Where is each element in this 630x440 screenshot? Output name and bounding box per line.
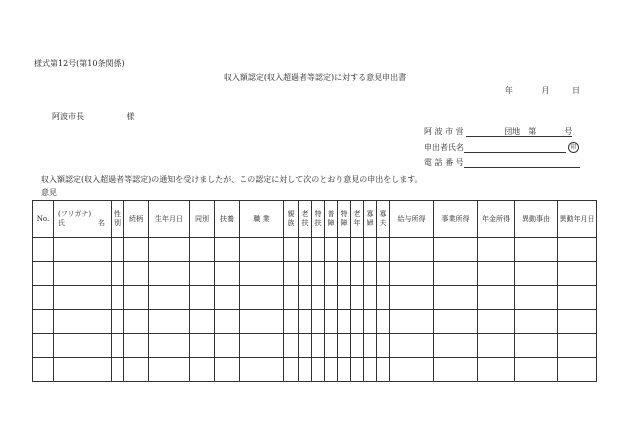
- table-cell[interactable]: [149, 358, 190, 382]
- col-general-disability: 普障: [325, 201, 338, 238]
- table-cell[interactable]: [478, 286, 515, 310]
- table-cell[interactable]: [149, 262, 190, 286]
- table-cell[interactable]: [54, 286, 112, 310]
- table-cell[interactable]: [325, 358, 338, 382]
- table-cell[interactable]: [124, 238, 149, 262]
- col-widow: 寡婦: [364, 201, 377, 238]
- table-cell[interactable]: [240, 310, 284, 334]
- table-cell[interactable]: [112, 238, 124, 262]
- table-cell[interactable]: [377, 238, 390, 262]
- table-cell[interactable]: [312, 334, 325, 358]
- table-cell[interactable]: [124, 286, 149, 310]
- table-cell[interactable]: [112, 286, 124, 310]
- table-cell[interactable]: [351, 286, 364, 310]
- table-cell[interactable]: [149, 310, 190, 334]
- table-cell[interactable]: [240, 334, 284, 358]
- table-cell[interactable]: [33, 262, 54, 286]
- table-cell[interactable]: [377, 262, 390, 286]
- table-cell[interactable]: [364, 358, 377, 382]
- table-cell[interactable]: [338, 286, 351, 310]
- col-furigana: (フリガナ): [58, 210, 92, 218]
- table-cell[interactable]: [33, 358, 54, 382]
- table-cell[interactable]: [515, 310, 558, 334]
- table-cell[interactable]: [478, 262, 515, 286]
- table-cell[interactable]: [33, 238, 54, 262]
- table-cell[interactable]: [325, 262, 338, 286]
- table-row: [33, 358, 597, 382]
- col-relatives: 親族: [284, 201, 299, 238]
- table-cell[interactable]: [377, 310, 390, 334]
- table-cell[interactable]: [215, 358, 240, 382]
- table-cell[interactable]: [299, 286, 312, 310]
- col-birthdate: 生年月日: [149, 201, 190, 238]
- table-cell[interactable]: [338, 238, 351, 262]
- table-row: [33, 310, 597, 334]
- col-change-reason: 異動事由: [515, 201, 558, 238]
- table-cell[interactable]: [364, 286, 377, 310]
- addressee-name: 阿波市長: [52, 112, 84, 121]
- table-cell[interactable]: [390, 286, 434, 310]
- table-cell[interactable]: [240, 286, 284, 310]
- col-relation: 続柄: [124, 201, 149, 238]
- col-special-disability: 特障: [338, 201, 351, 238]
- table-cell[interactable]: [351, 310, 364, 334]
- table-cell[interactable]: [325, 334, 338, 358]
- form-number: 様式第12号(第10条関係): [34, 59, 125, 68]
- household-table: [32, 200, 597, 382]
- table-cell[interactable]: [190, 310, 215, 334]
- table-cell[interactable]: [190, 358, 215, 382]
- table-cell[interactable]: [284, 334, 299, 358]
- table-cell[interactable]: [240, 358, 284, 382]
- table-cell[interactable]: [215, 334, 240, 358]
- phone-label: 電 話 番 号: [424, 158, 464, 167]
- table-cell[interactable]: [434, 238, 478, 262]
- table-cell[interactable]: [215, 262, 240, 286]
- table-cell[interactable]: [33, 286, 54, 310]
- table-cell[interactable]: [478, 358, 515, 382]
- table-cell[interactable]: [390, 238, 434, 262]
- table-cell[interactable]: [124, 358, 149, 382]
- table-cell[interactable]: [149, 286, 190, 310]
- table-cell[interactable]: [515, 358, 558, 382]
- document-title: 収入額認定(収入超過者等認定)に対する意見申出書: [223, 73, 407, 82]
- table-cell[interactable]: [284, 286, 299, 310]
- table-cell[interactable]: [215, 310, 240, 334]
- col-cohabit: 同別: [190, 201, 215, 238]
- table-cell[interactable]: [351, 334, 364, 358]
- table-cell[interactable]: [312, 358, 325, 382]
- table-cell[interactable]: [112, 310, 124, 334]
- col-no: No.: [33, 201, 54, 238]
- name-label: 申出者氏名: [424, 143, 464, 152]
- table-cell[interactable]: [515, 238, 558, 262]
- table-cell[interactable]: [299, 262, 312, 286]
- col-pension-income: 年金所得: [478, 201, 515, 238]
- table-cell[interactable]: [351, 262, 364, 286]
- table-cell[interactable]: [215, 238, 240, 262]
- table-cell[interactable]: [364, 310, 377, 334]
- table-cell[interactable]: [33, 310, 54, 334]
- col-elderly: 老年: [351, 201, 364, 238]
- address-blank-2[interactable]: [520, 127, 528, 137]
- table-cell[interactable]: [215, 286, 240, 310]
- addressee: [52, 111, 135, 122]
- table-cell[interactable]: [190, 334, 215, 358]
- table-body: [33, 238, 597, 382]
- table-cell[interactable]: [284, 238, 299, 262]
- table-cell[interactable]: [124, 262, 149, 286]
- table-cell[interactable]: [434, 310, 478, 334]
- table-cell[interactable]: [558, 334, 597, 358]
- statement-text: 収入額認定(収入超過者等認定)の通知を受けましたが、この認定に対して次のとおり意見の申出をします。: [41, 175, 423, 184]
- table-cell[interactable]: [390, 334, 434, 358]
- table-cell[interactable]: [312, 310, 325, 334]
- date-year-label: 年: [504, 86, 513, 95]
- col-business-income: 事業所得: [434, 201, 478, 238]
- table-cell[interactable]: [54, 238, 112, 262]
- table-cell[interactable]: [377, 286, 390, 310]
- complex-label: 団地: [504, 127, 521, 136]
- table-cell[interactable]: [351, 358, 364, 382]
- table-cell[interactable]: [312, 238, 325, 262]
- table-cell[interactable]: [478, 310, 515, 334]
- table-row: [33, 238, 597, 262]
- table-cell[interactable]: [338, 358, 351, 382]
- table-cell[interactable]: [364, 262, 377, 286]
- table-cell[interactable]: [390, 358, 434, 382]
- date-day-label: 日: [572, 86, 580, 95]
- table-cell[interactable]: [390, 262, 434, 286]
- date-fields: [491, 85, 580, 96]
- col-elder-support: 老扶: [299, 201, 312, 238]
- table-cell[interactable]: [284, 310, 299, 334]
- table-cell[interactable]: [299, 358, 312, 382]
- address-blank-3[interactable]: [536, 127, 564, 137]
- col-name: [54, 201, 112, 238]
- seal-mark: 印: [568, 142, 579, 153]
- table-cell[interactable]: [299, 334, 312, 358]
- table-cell[interactable]: [515, 262, 558, 286]
- table-cell[interactable]: [558, 310, 597, 334]
- table-cell[interactable]: [558, 262, 597, 286]
- col-widower: 寡夫: [377, 201, 390, 238]
- table-cell[interactable]: [558, 286, 597, 310]
- table-header-row: [33, 201, 597, 238]
- table-cell[interactable]: [478, 238, 515, 262]
- table-cell[interactable]: [240, 238, 284, 262]
- table-cell[interactable]: [434, 286, 478, 310]
- table-cell[interactable]: [54, 358, 112, 382]
- address-blank-1[interactable]: [466, 127, 504, 137]
- addressee-honorific: 様: [126, 112, 135, 121]
- table-row: [33, 334, 597, 358]
- table-cell[interactable]: [299, 238, 312, 262]
- address-line: [424, 126, 572, 137]
- table-cell[interactable]: [338, 334, 351, 358]
- table-row: [33, 262, 597, 286]
- table-cell[interactable]: [338, 310, 351, 334]
- col-name-1: 氏: [58, 219, 65, 227]
- table-cell[interactable]: [190, 262, 215, 286]
- table-cell[interactable]: [434, 262, 478, 286]
- table-cell[interactable]: [312, 286, 325, 310]
- table-cell[interactable]: [325, 238, 338, 262]
- table-cell[interactable]: [325, 286, 338, 310]
- col-change-date: 異動年月日: [558, 201, 597, 238]
- table-cell[interactable]: [390, 310, 434, 334]
- building-label: 第: [528, 127, 537, 136]
- table-cell[interactable]: [364, 334, 377, 358]
- table-cell[interactable]: [299, 310, 312, 334]
- table-cell[interactable]: [478, 334, 515, 358]
- date-month-label: 月: [541, 86, 550, 95]
- col-sex: 性別: [112, 201, 124, 238]
- table-cell[interactable]: [112, 358, 124, 382]
- table-cell[interactable]: [54, 310, 112, 334]
- table-cell[interactable]: [149, 238, 190, 262]
- col-support: 扶養: [215, 201, 240, 238]
- table-cell[interactable]: [364, 238, 377, 262]
- name-field[interactable]: [464, 143, 566, 153]
- table-cell[interactable]: [33, 334, 54, 358]
- table-cell[interactable]: [149, 334, 190, 358]
- col-special-support: 特扶: [312, 201, 325, 238]
- table-cell[interactable]: [54, 334, 112, 358]
- table-cell[interactable]: [377, 358, 390, 382]
- opinion-label: 意見: [41, 188, 57, 197]
- table-cell[interactable]: [515, 286, 558, 310]
- table-cell[interactable]: [434, 334, 478, 358]
- col-name-2: 名: [98, 219, 105, 227]
- table-cell[interactable]: [325, 310, 338, 334]
- table-cell[interactable]: [284, 262, 299, 286]
- table-cell[interactable]: [124, 334, 149, 358]
- col-salary-income: 給与所得: [390, 201, 434, 238]
- col-occupation: 職 業: [240, 201, 284, 238]
- table-cell[interactable]: [338, 262, 351, 286]
- phone-line: [424, 157, 580, 168]
- table-cell[interactable]: [515, 334, 558, 358]
- phone-field[interactable]: [464, 158, 580, 168]
- table-cell[interactable]: [377, 334, 390, 358]
- table-cell[interactable]: [54, 262, 112, 286]
- table-cell[interactable]: [351, 238, 364, 262]
- table-cell[interactable]: [112, 334, 124, 358]
- table-cell[interactable]: [434, 358, 478, 382]
- unit-label: 号: [564, 127, 573, 136]
- table-cell[interactable]: [558, 238, 597, 262]
- address-label: 阿 波 市 営: [424, 127, 464, 136]
- table-cell[interactable]: [240, 262, 284, 286]
- table-cell[interactable]: [190, 238, 215, 262]
- table-cell[interactable]: [190, 286, 215, 310]
- table-cell[interactable]: [284, 358, 299, 382]
- table-row: [33, 286, 597, 310]
- table-cell[interactable]: [112, 262, 124, 286]
- table-cell[interactable]: [312, 262, 325, 286]
- table-cell[interactable]: [124, 310, 149, 334]
- table-cell[interactable]: [558, 358, 597, 382]
- name-line: [424, 142, 579, 153]
